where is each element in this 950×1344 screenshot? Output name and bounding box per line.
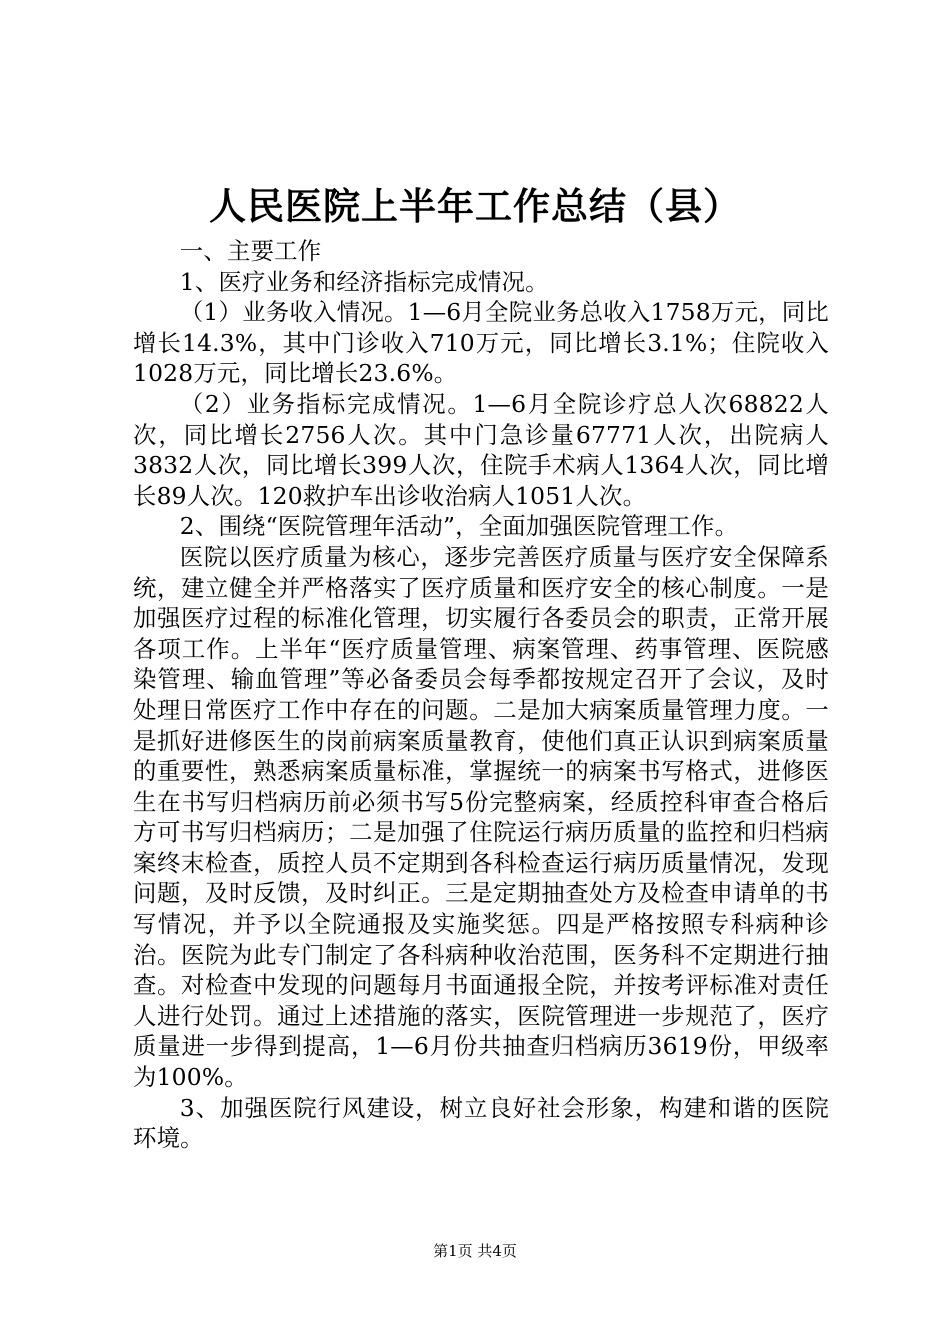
paragraph-quality-management: 医院以医疗质量为核心，逐步完善医疗质量与医疗安全保障系统，建立健全并严格落实了医疗质量和医疗安全的核心制度。一是加强医疗过程的标准化管理，切实履行各委员会的职责，正常开展各项工作。上半年“医疗质量管理、病案管理、药事管理、医院感染管理、输血管理”等必备委员会每季都按规定召开了会议，及时处理日常医疗工作中存在的问题。二是加大病案质量管理力度。一是抓好进修医生的岗前病案质量教育，使他们真正认识到病案质量的重要性，熟悉病案质量标准，掌握统一的病案书写格式，进修医生在书写归档病历前必须书写5份完整病案，经质控科审查合格后方可书写归档病历；二是加强了住院运行病历质量的监控和归档病案终末检查，质控人员不定期到各科检查运行病历质量情况，发现问题，及时反馈，及时纠正。三是定期抽查处方及检查申请单的书写情况，并予以全院通报及实施奖惩。四是严格按照专科病种诊治。医院为此专门制定了各科病种收治范围，医务科不定期进行抽查。对检查中发现的问题每月书面通报全院，并按考评标准对责任人进行处罚。通过上述措施的落实，医院管理进一步规范了，医疗质量进一步得到提高，1—6月份共抽查归档病历3619份，甲级率为100%。 <box>133 542 829 1092</box>
section-heading-main-work: 一、主要工作 <box>179 237 322 265</box>
paragraph-business-indicators: （2）业务指标完成情况。1—6月全院诊疗总人次68822人次，同比增长2756人次。其中门急诊量67771人次，出院病人3832人次，同比增长399人次，住院手术病人1364人次，同比增长89人次。120救护车出诊收治病人1051人次。 <box>133 389 829 510</box>
document-body <box>133 236 829 1154</box>
paragraph-business-income: （1）业务收入情况。1—6月全院业务总收入1758万元，同比增长14.3%，其中门诊收入710万元，同比增长3.1%；住院收入1028万元，同比增长23.6%。 <box>133 298 829 388</box>
page-number-footer: 第1页 共4页 <box>433 1242 517 1260</box>
subheading-medical-indicators: 1、医疗业务和经济指标完成情况。 <box>179 267 549 296</box>
subheading-hospital-management: 2、围绕“医院管理年活动”，全面加强医院管理工作。 <box>179 512 739 541</box>
document-title: 人民医院上半年工作总结（县） <box>209 185 741 228</box>
subheading-conduct-construction: 3、加强医院行风建设，树立良好社会形象，构建和谐的医院环境。 <box>133 1093 829 1153</box>
